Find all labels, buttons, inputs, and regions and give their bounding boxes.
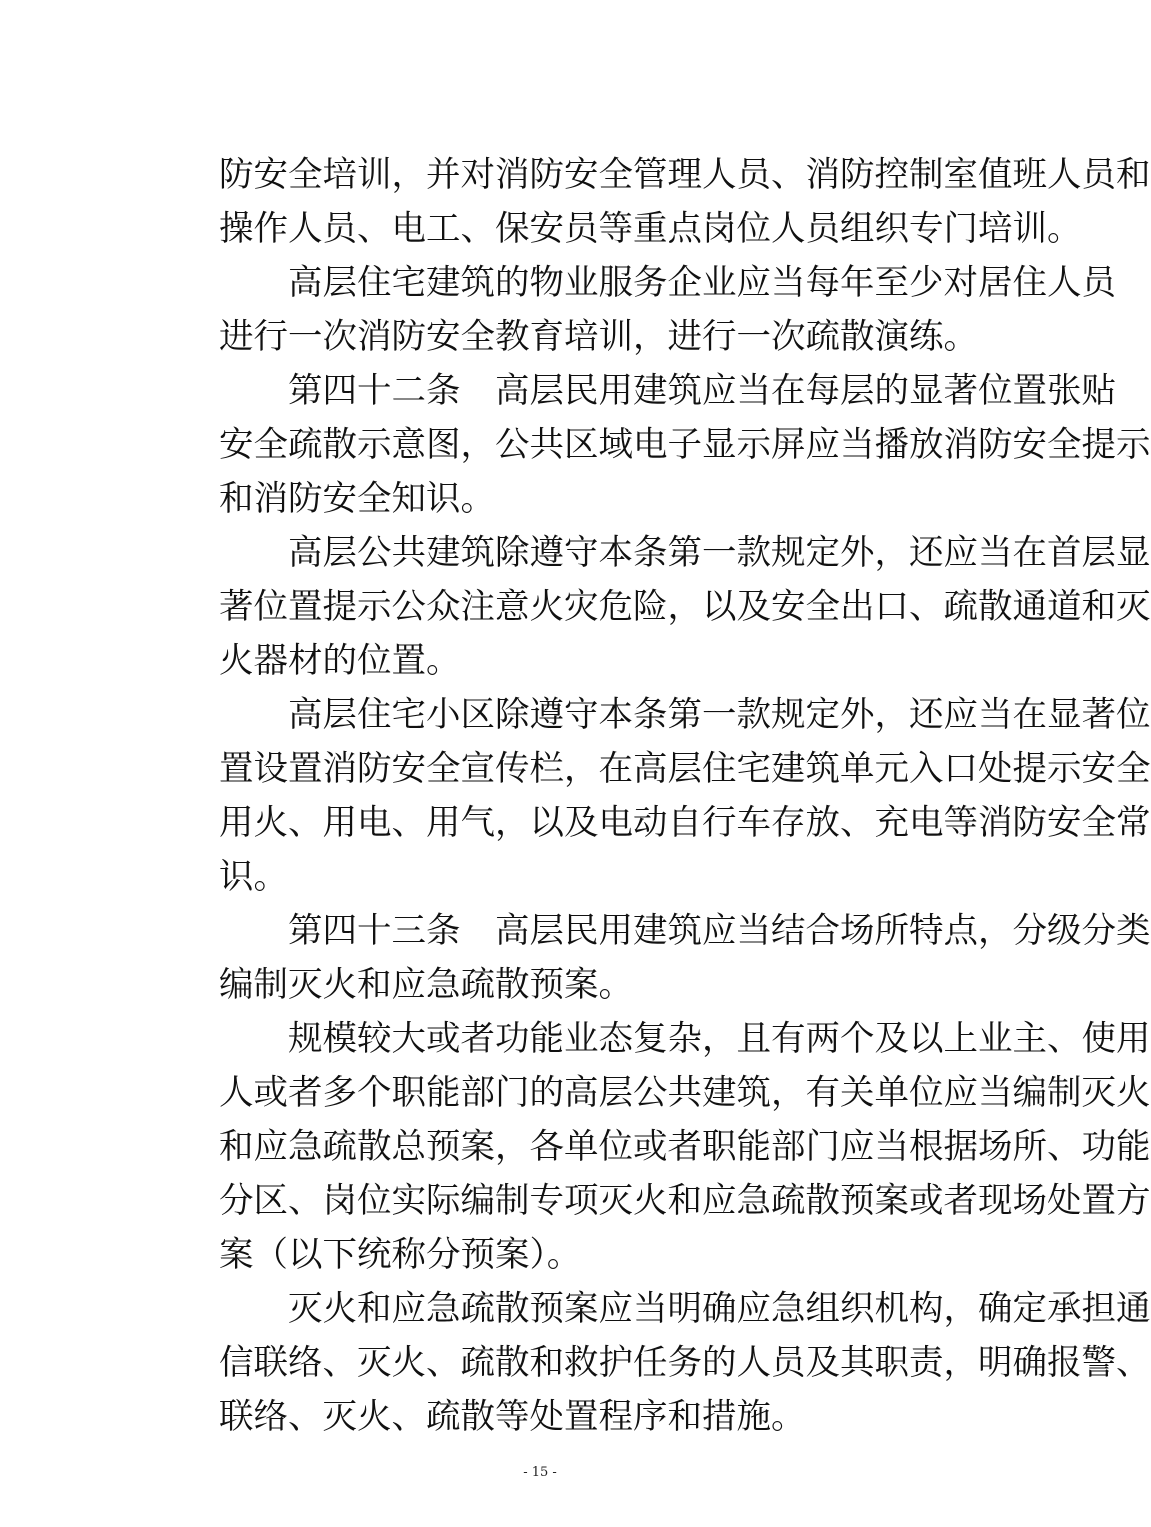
text-line: 和消防安全知识。 — [219, 479, 495, 519]
article-first-line — [150, 364, 1116, 418]
text-line: 著位置提示公众注意火灾危险，以及安全出口、疏散通道和灭 — [219, 587, 1151, 627]
text-line: 规模较大或者功能业态复杂，且有两个及以上业主、使用 — [288, 1019, 1151, 1059]
text-line: 信联络、灭火、疏散和救护任务的人员及其职责，明确报警、 — [219, 1343, 1151, 1383]
paragraph-article-42 — [150, 364, 1151, 526]
text-line: 高层公共建筑除遵守本条第一款规定外，还应当在首层显 — [288, 533, 1151, 573]
article-number: 第四十三条 — [288, 911, 461, 951]
article-first-line — [150, 904, 1151, 958]
text-line: 联络、灭火、疏散等处置程序和措施。 — [219, 1397, 806, 1437]
text-line: 高层民用建筑应当结合场所特点，分级分类 — [495, 911, 1151, 951]
text-line: 防安全培训，并对消防安全管理人员、消防控制室值班人员和 — [219, 155, 1151, 195]
document-body — [150, 148, 1151, 1444]
text-line: 高层民用建筑应当在每层的显著位置张贴 — [495, 371, 1116, 411]
text-line: 安全疏散示意图，公共区域电子显示屏应当播放消防安全提示 — [219, 425, 1151, 465]
text-line: 人或者多个职能部门的高层公共建筑，有关单位应当编制灭火 — [219, 1073, 1151, 1113]
paragraph-article-43 — [150, 904, 1151, 1012]
text-line: 进行一次消防安全教育培训，进行一次疏散演练。 — [219, 317, 978, 357]
text-line: 高层住宅小区除遵守本条第一款规定外，还应当在显著位 — [288, 695, 1151, 735]
text-line: 用火、用电、用气，以及电动自行车存放、充电等消防安全常 — [219, 803, 1151, 843]
paragraph-1 — [150, 148, 1151, 256]
text-line: 置设置消防安全宣传栏，在高层住宅建筑单元入口处提示安全 — [219, 749, 1151, 789]
text-line: 灭火和应急疏散预案应当明确应急组织机构，确定承担通 — [288, 1289, 1151, 1329]
text-line: 分区、岗位实际编制专项灭火和应急疏散预案或者现场处置方 — [219, 1181, 1151, 1221]
text-line: 案（以下统称分预案）。 — [219, 1235, 582, 1275]
text-line: 高层住宅建筑的物业服务企业应当每年至少对居住人员 — [288, 263, 1116, 303]
paragraph-4 — [150, 526, 1151, 688]
text-line: 编制灭火和应急疏散预案。 — [219, 965, 633, 1005]
page-number: - 15 - — [523, 1465, 557, 1480]
paragraph-8 — [150, 1282, 1151, 1444]
article-number: 第四十二条 — [288, 371, 461, 411]
text-line: 火器材的位置。 — [219, 641, 461, 681]
paragraph-2 — [150, 256, 1116, 364]
paragraph-5 — [150, 688, 1151, 904]
paragraph-7 — [150, 1012, 1151, 1282]
text-line: 和应急疏散总预案，各单位或者职能部门应当根据场所、功能 — [219, 1127, 1151, 1167]
text-line: 识。 — [219, 857, 288, 897]
text-line: 操作人员、电工、保安员等重点岗位人员组织专门培训。 — [219, 209, 1082, 249]
